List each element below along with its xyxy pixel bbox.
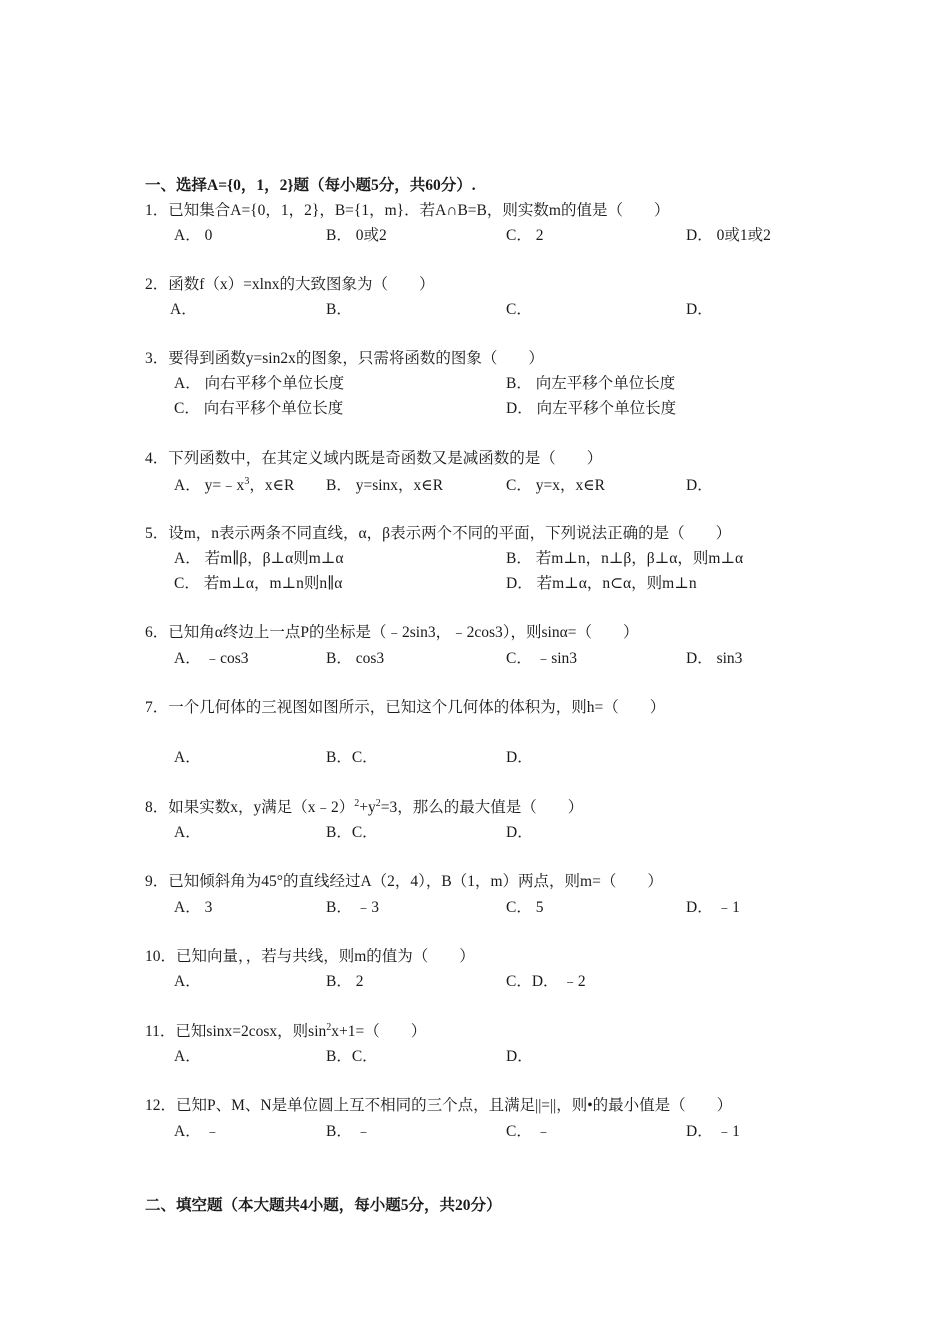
question-1-options	[0, 224, 950, 248]
question-stem: 11．已知sinx=2cosx，则$\sin^2x+1=$（ ）	[145, 1021, 427, 1040]
option-a: A．	[174, 824, 201, 841]
question-stem: 3．要得到函数y=sin2x的图象，只需将函数的图象（ ）	[145, 350, 544, 367]
question-9	[0, 870, 950, 894]
question-3	[0, 347, 950, 371]
question-7	[0, 696, 950, 720]
option-b: B． 若m⊥n，n⊥β，β⊥α，则m⊥α	[506, 550, 744, 567]
option-b: B． 向左平移个单位长度	[506, 375, 676, 392]
option-d: D． 0或1或2	[686, 227, 771, 244]
option-d: D．	[506, 824, 533, 841]
option-a: A． $y=﹣x^3$，x∈R	[174, 475, 295, 494]
option-a: A．	[174, 1048, 201, 1065]
option-d: D．	[506, 749, 533, 766]
question-9-options	[0, 896, 950, 920]
question-stem: 8．如果实数x，y满足$(x﹣2)^2+y^2=3$，那么的最大值是（ ）	[145, 797, 584, 816]
question-6	[0, 621, 950, 645]
option-b: B． 2	[326, 973, 364, 990]
option-cd: C．D． ﹣2	[506, 973, 586, 990]
option-d: D．	[686, 477, 713, 494]
option-c: C． 向右平移个单位长度	[174, 400, 344, 417]
option-d: D．	[506, 1048, 533, 1065]
question-4-options	[0, 474, 950, 498]
option-a: A． 3	[174, 899, 213, 916]
option-c: C． 2	[506, 227, 544, 244]
option-a: A． 若m∥β，β⊥α则m⊥α	[174, 550, 344, 567]
question-stem: 6．已知角α终边上一点P的坐标是（﹣2sin3，﹣2cos3），则sinα=（ ）	[145, 624, 639, 641]
option-a: A．	[174, 973, 201, 990]
option-d: D． 向左平移个单位长度	[506, 400, 677, 417]
question-11	[0, 1020, 950, 1044]
question-8-options	[0, 821, 950, 845]
option-a: A． 向右平移个单位长度	[174, 375, 345, 392]
option-d: D． sin3	[686, 650, 743, 667]
option-d: D． ﹣1	[686, 1123, 740, 1140]
question-5	[0, 522, 950, 546]
option-a: A． 0	[174, 227, 213, 244]
question-stem: 2．函数f（x）=xlnx的大致图象为（ ）	[145, 276, 435, 293]
question-8	[0, 796, 950, 820]
section-2-heading: 二、填空题（本大题共4小题，每小题5分，共20分）	[145, 1197, 502, 1214]
question-6-options	[0, 647, 950, 671]
option-d: D．	[686, 301, 713, 318]
question-stem: 9．已知倾斜角为45°的直线经过A（2，4），B（1，m）两点，则m=（ ）	[145, 873, 663, 890]
option-c: C． ﹣	[506, 1123, 552, 1140]
question-stem: 5．设m，n表示两条不同直线，α，β表示两个不同的平面，下列说法正确的是（ ）	[145, 525, 732, 542]
option-b: B． cos3	[326, 650, 385, 667]
question-stem: 12．已知P、M、N是单位圆上互不相同的三个点，且满足||=||，则•的最小值是（ ）	[145, 1097, 733, 1114]
option-a: A． ﹣cos3	[174, 650, 249, 667]
question-3-options-row2	[0, 397, 950, 421]
option-c: C． 若m⊥α，m⊥n则n∥α	[174, 575, 343, 592]
option-c: C． ﹣sin3	[506, 650, 578, 667]
question-10	[0, 945, 950, 969]
option-d: D． ﹣1	[686, 899, 740, 916]
option-c: C． 5	[506, 899, 544, 916]
option-bc: B．C．	[326, 749, 378, 766]
question-stem: 7．一个几何体的三视图如图所示，已知这个几何体的体积为，则h=（ ）	[145, 699, 666, 716]
option-b: B． 0或2	[326, 227, 387, 244]
question-12	[0, 1094, 950, 1118]
question-7-options	[0, 746, 950, 770]
question-10-options	[0, 970, 950, 994]
option-b: B． ﹣3	[326, 899, 379, 916]
option-a: A． ﹣	[174, 1123, 221, 1140]
question-4	[0, 447, 950, 471]
question-stem: 4．下列函数中，在其定义域内既是奇函数又是减函数的是（ ）	[145, 450, 603, 467]
option-bc: B．C．	[326, 824, 378, 841]
question-5-options-row1	[0, 547, 950, 571]
question-stem: 10．已知向量，，若与共线，则m的值为（ ）	[145, 948, 475, 965]
option-a: A．	[174, 749, 201, 766]
option-d: D． 若m⊥α，n⊂α，则m⊥n	[506, 575, 697, 592]
question-2-options	[0, 298, 950, 322]
question-5-options-row2	[0, 572, 950, 596]
section-1-heading: 一、选择A={0，1，2}题（每小题5分，共60分）.	[145, 177, 476, 194]
question-12-options	[0, 1120, 950, 1144]
question-stem: 1．已知集合A={0，1，2}，B={1，m}．若A∩B=B，则实数m的值是（ ）	[145, 202, 670, 219]
question-1	[0, 199, 950, 223]
option-bc: B．C．	[326, 1048, 378, 1065]
option-c: C．	[506, 301, 532, 318]
question-2	[0, 273, 950, 297]
option-c: C． y=x，x∈R	[506, 477, 606, 494]
question-11-options	[0, 1045, 950, 1069]
question-3-options-row1	[0, 372, 950, 396]
option-b: B． ﹣	[326, 1123, 372, 1140]
option-a: A．	[170, 301, 197, 318]
option-b: B．	[326, 301, 352, 318]
option-b: B． y=sinx，x∈R	[326, 477, 444, 494]
